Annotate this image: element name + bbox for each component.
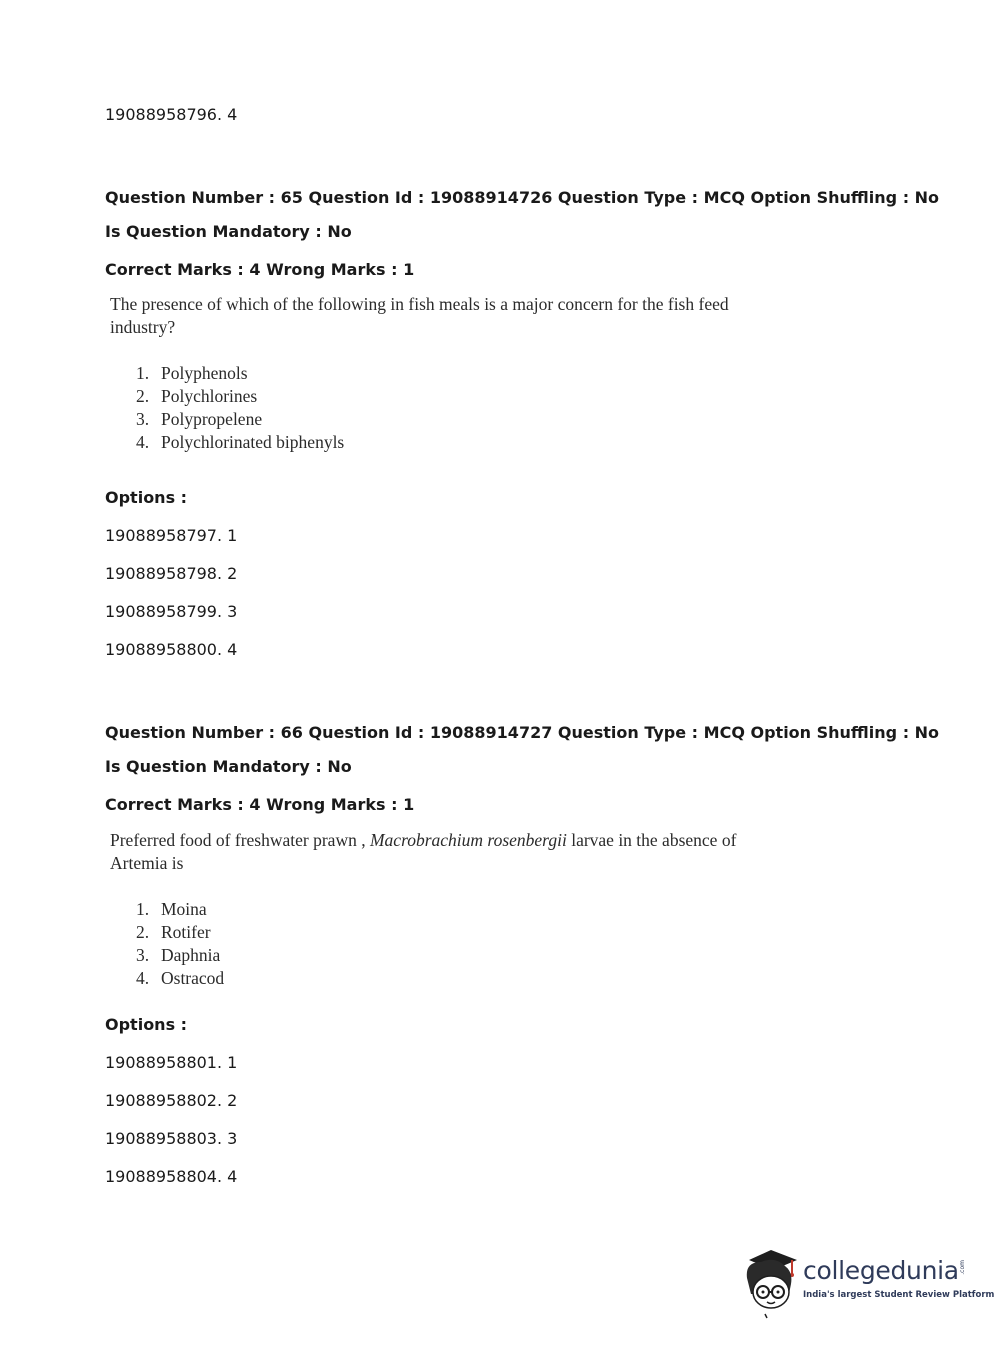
- choice-number: 3.: [136, 945, 150, 965]
- choice-number: 4.: [136, 432, 150, 452]
- collegedunia-logo: [741, 1248, 995, 1320]
- question-header: Question Number : 66 Question Id : 19088914727 Question Type : MCQ Option Shuffling : No: [105, 723, 940, 742]
- question-marks: Correct Marks : 4 Wrong Marks : 1: [105, 260, 415, 279]
- stem-line: The presence of which of the following in fish meals is a major concern for the fish feed: [110, 294, 729, 314]
- logo-tagline: India's largest Student Review Platform: [803, 1290, 995, 1300]
- choice-number: 2.: [136, 386, 150, 406]
- stem-line: Artemia is: [110, 853, 184, 873]
- option-item: 19088958796. 4: [105, 105, 238, 124]
- stem-text: larvae in the absence of: [566, 830, 737, 850]
- choice-text: Rotifer: [161, 922, 211, 942]
- choice-number: 4.: [136, 968, 150, 988]
- choice-text: Polyphenols: [161, 363, 248, 383]
- option-item: 19088958802. 2: [105, 1091, 238, 1110]
- option-item: 19088958799. 3: [105, 602, 238, 621]
- choice-item: [136, 967, 224, 990]
- choice-number: 1.: [136, 363, 150, 383]
- question-stem: [110, 829, 736, 875]
- logo-wordmark: collegedunia: [803, 1256, 959, 1285]
- question-mandatory: Is Question Mandatory : No: [105, 222, 352, 241]
- choice-item: [136, 898, 224, 921]
- mascot-icon: [741, 1248, 803, 1320]
- options-label: Options :: [105, 488, 188, 507]
- options-label: Options :: [105, 1015, 188, 1034]
- question-header: Question Number : 65 Question Id : 19088914726 Question Type : MCQ Option Shuffling : No: [105, 188, 940, 207]
- choice-number: 1.: [136, 899, 150, 919]
- logo-suffix: .com: [959, 1260, 966, 1275]
- option-item: 19088958800. 4: [105, 640, 238, 659]
- option-item: 19088958797. 1: [105, 526, 238, 545]
- option-item: 19088958798. 2: [105, 564, 238, 583]
- choice-number: 3.: [136, 409, 150, 429]
- choice-text: Polypropelene: [161, 409, 263, 429]
- choice-text: Polychlorinated biphenyls: [161, 432, 345, 452]
- option-item: 19088958803. 3: [105, 1129, 238, 1148]
- choice-text: Ostracod: [161, 968, 225, 988]
- choice-item: [136, 431, 344, 454]
- option-item: 19088958801. 1: [105, 1053, 238, 1072]
- choice-list: [136, 898, 224, 990]
- stem-line: industry?: [110, 317, 176, 337]
- choice-item: [136, 385, 344, 408]
- choice-item: [136, 944, 224, 967]
- choice-item: [136, 362, 344, 385]
- species-name: Macrobrachium rosenbergii: [369, 830, 567, 850]
- option-item: 19088958804. 4: [105, 1167, 238, 1186]
- stem-line: [110, 829, 736, 852]
- stem-text: Preferred food of freshwater prawn ,: [110, 830, 370, 850]
- question-stem: [110, 293, 729, 339]
- choice-list: [136, 362, 344, 454]
- choice-item: [136, 921, 224, 944]
- question-marks: Correct Marks : 4 Wrong Marks : 1: [105, 795, 415, 814]
- choice-number: 2.: [136, 922, 150, 942]
- choice-text: Polychlorines: [161, 386, 258, 406]
- question-mandatory: Is Question Mandatory : No: [105, 757, 352, 776]
- choice-item: [136, 408, 344, 431]
- choice-text: Moina: [161, 899, 207, 919]
- choice-text: Daphnia: [161, 945, 221, 965]
